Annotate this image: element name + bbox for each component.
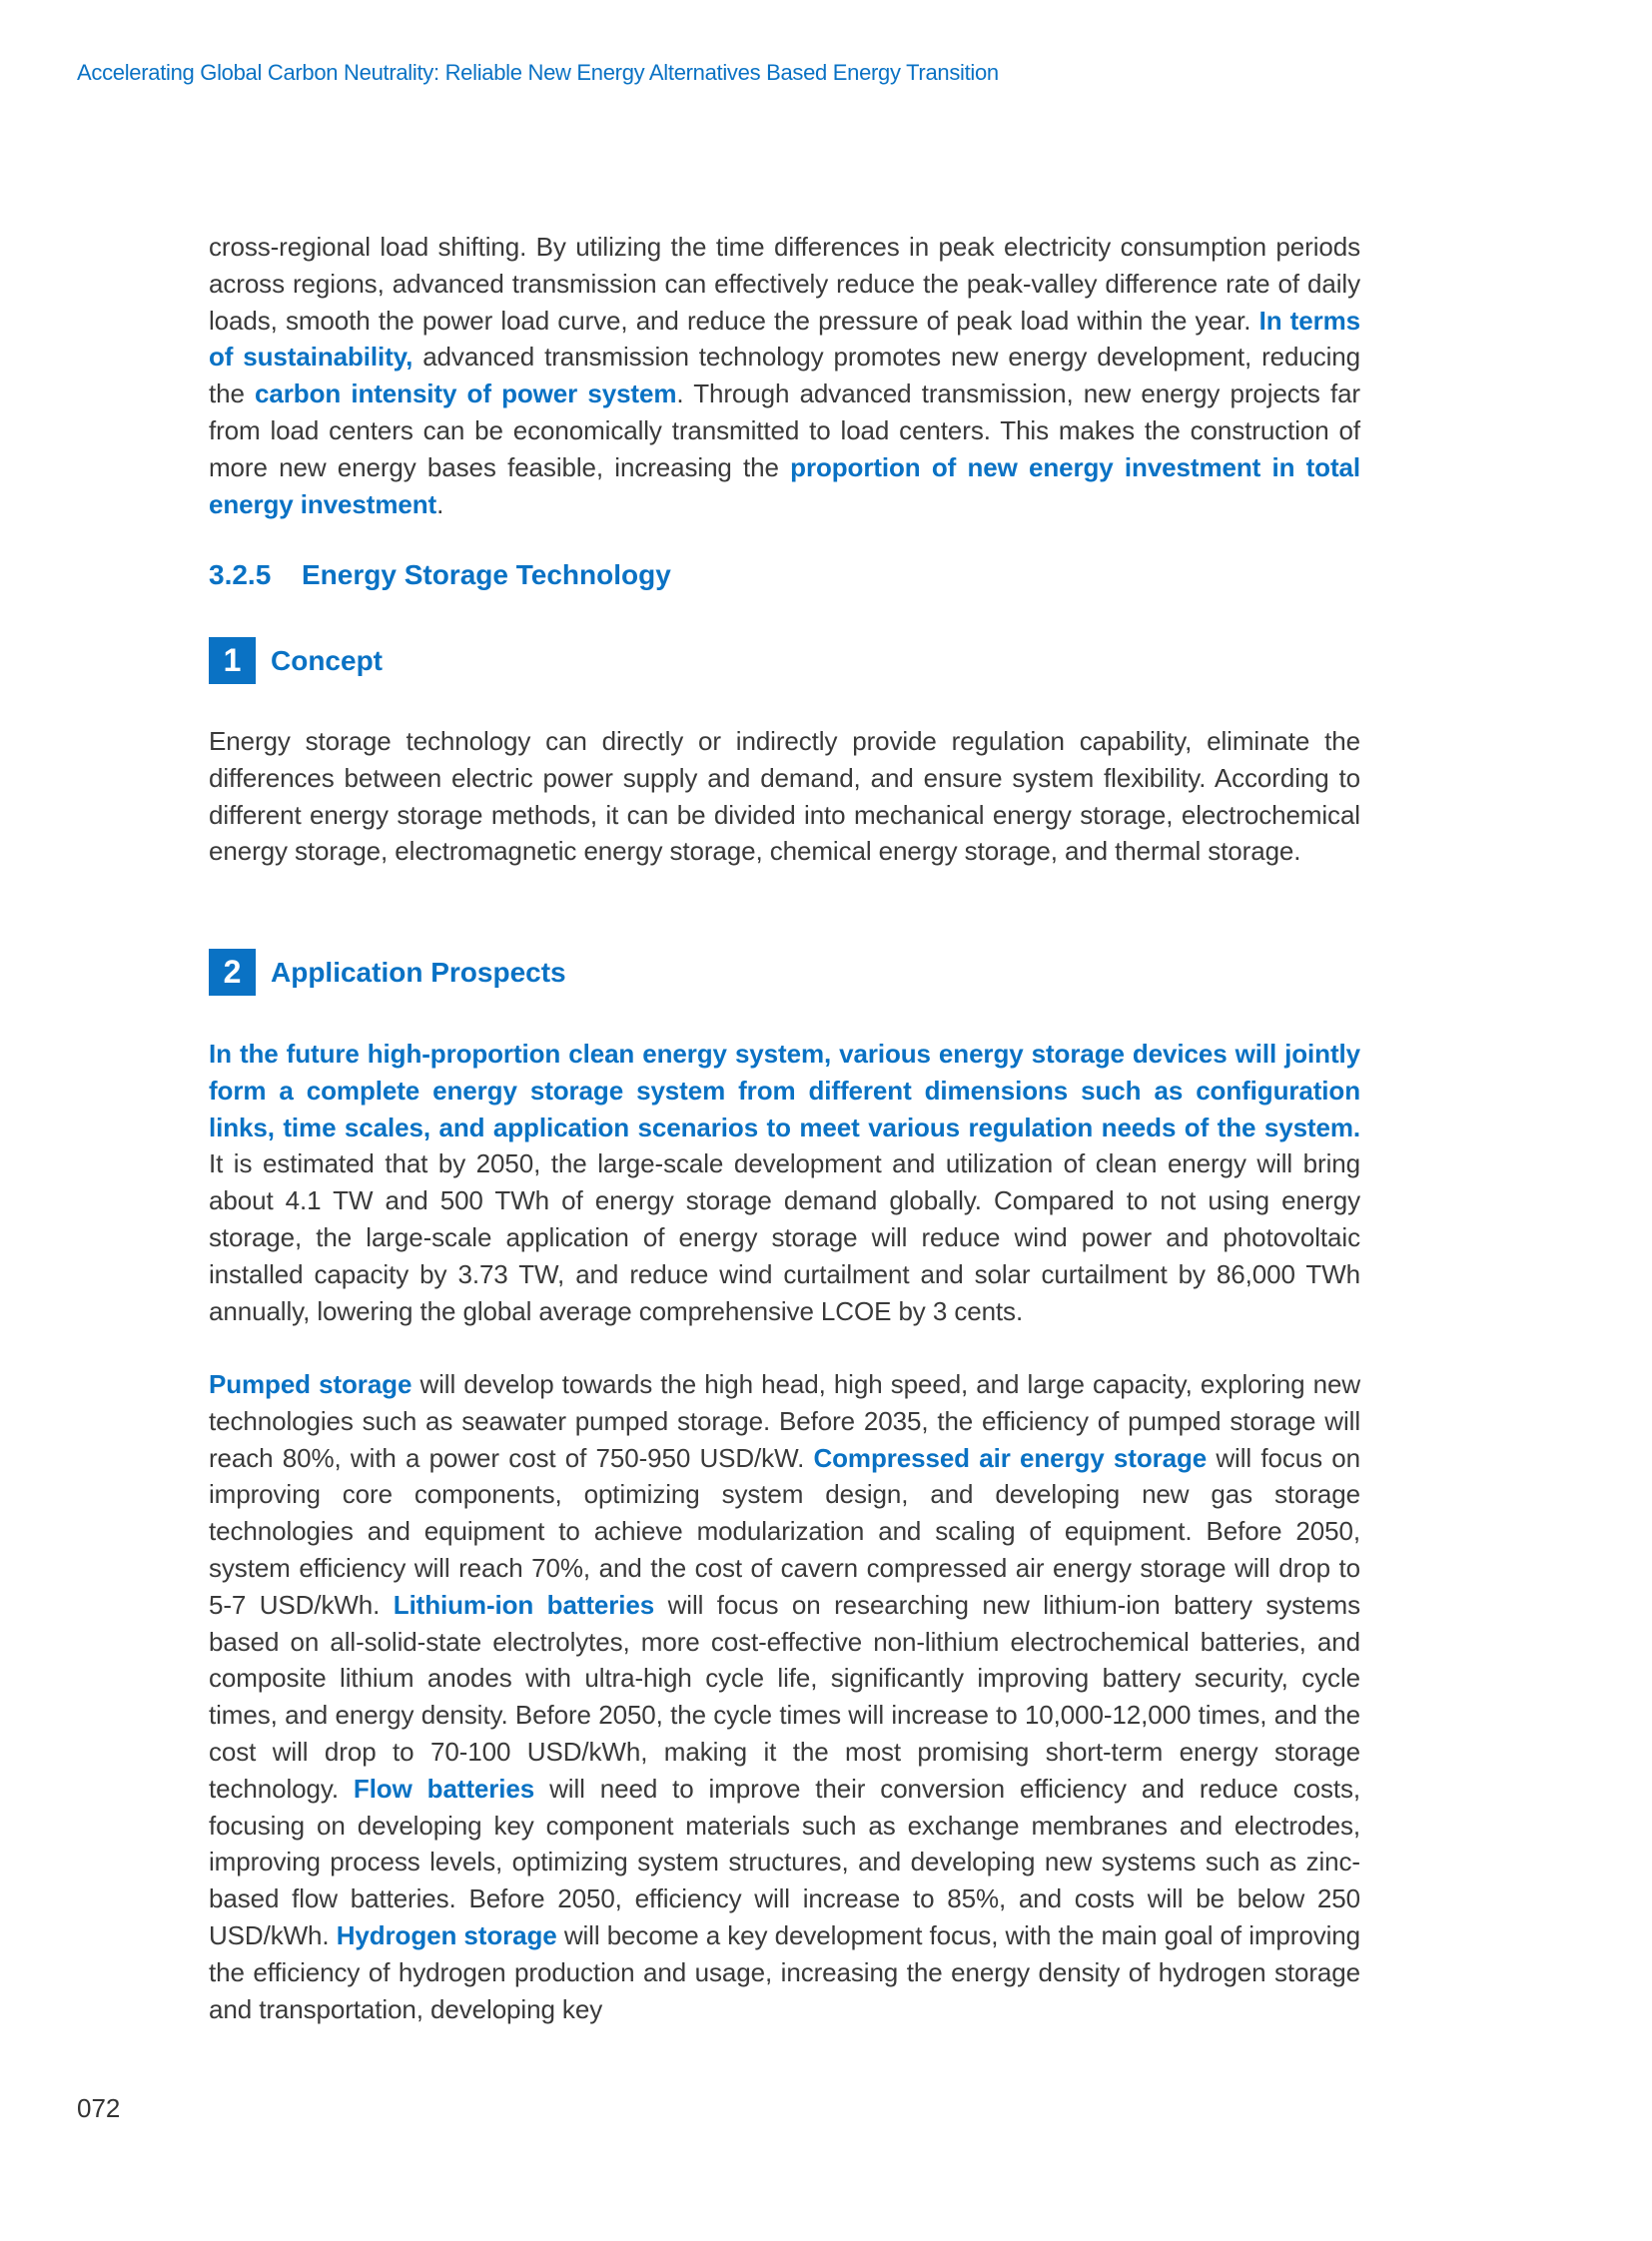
- section-heading: [209, 559, 671, 591]
- highlighted-term: Compressed air energy storage: [813, 1442, 1208, 1473]
- highlighted-term: In terms of sustainability,: [209, 305, 1360, 373]
- body-text: .: [436, 488, 444, 519]
- body-text: will need to improve their conversion efficiency and reduce costs, focusing on developing key component materials such as exchange membranes and electrodes, improving process levels, optimizing system structures, and developing new systems such as zinc-based flow batteries. Before 2050, efficiency will increase to 85%, and costs will be below 250 USD/kWh.: [209, 1773, 1361, 1950]
- body-text: will develop towards the high head, high speed, and large capacity, exploring new technologies such as seawater pumped storage. Before 2035, the efficiency of pumped storage will reach 80%, with a power cost of 750-950 USD/kW.: [209, 1369, 1361, 1473]
- highlighted-term: Hydrogen storage: [336, 1919, 557, 1950]
- paragraph-application-outlook: [209, 1036, 1360, 1329]
- highlighted-term: carbon intensity of power system: [255, 378, 677, 409]
- subsection-heading-concept: [209, 637, 383, 684]
- running-header: Accelerating Global Carbon Neutrality: Reliable New Energy Alternatives Based Energy Transition: [77, 60, 999, 85]
- highlighted-term: Pumped storage: [209, 1369, 413, 1399]
- body-text: . Through advanced transmission, new energy projects far from load centers can be economically transmitted to load centers. This makes the construction of more new energy bases feasible, increasing the: [209, 378, 1360, 482]
- body-text: It is estimated that by 2050, the large-scale development and utilization of clean energy will bring about 4.1 TW and 500 TWh of energy storage demand globally. Compared to not using energy storage, the large-scale application of energy storage will reduce wind power and photovoltaic installed capacity by 3.73 TW, and reduce wind curtailment and solar curtailment by 86,000 TWh annually, lowering the global average comprehensive LCOE by 3 cents.: [209, 1148, 1360, 1326]
- section-number: 3.2.5: [209, 559, 272, 590]
- subsection-number-badge: 1: [209, 637, 256, 684]
- paragraph-concept: [209, 723, 1360, 870]
- page-number: 072: [77, 2093, 121, 2123]
- body-text: cross-regional load shifting. By utilizing the time differences in peak electricity consumption periods across regions, advanced transmission can effectively reduce the peak-valley difference rate of daily loads, smooth the power load curve, and reduce the pressure of peak load within the year.: [209, 232, 1360, 336]
- section-title: Energy Storage Technology: [302, 559, 671, 590]
- subsection-title: Concept: [271, 644, 383, 676]
- highlighted-term: In the future high-proportion clean energy system, various energy storage devices will jointly form a complete energy storage system from different dimensions such as configuration links, time scales, and application scenarios to meet various regulation needs of the system.: [209, 1039, 1360, 1142]
- body-text: Energy storage technology can directly or indirectly provide regulation capability, eliminate the differences between electric power supply and demand, and ensure system flexibility. According to different energy storage methods, it can be divided into mechanical energy storage, electrochemical energy storage, electromagnetic energy storage, chemical energy storage, and thermal storage.: [209, 726, 1360, 867]
- highlighted-term: Lithium-ion batteries: [393, 1589, 655, 1620]
- paragraph-storage-technologies: [209, 1366, 1360, 2027]
- body-text: advanced transmission technology promotes new energy development, reducing the: [209, 342, 1360, 409]
- body-text: will focus on improving core components, optimizing system design, and developing new gas storage technologies and equipment to achieve modularization and scaling of equipment. Before 2050, system efficiency will reach 70%, and the cost of cavern compressed air energy storage will drop to 5-7 USD/kWh.: [209, 1442, 1360, 1620]
- subsection-title: Application Prospects: [271, 956, 566, 988]
- subsection-heading-application: [209, 949, 566, 996]
- body-text: will focus on researching new lithium-ion battery systems based on all-solid-state electrolytes, more cost-effective non-lithium electrochemical batteries, and composite lithium anodes with ultra-high cycle life, significantly improving battery security, cycle times, and energy density. Before 2050, the cycle times will increase to 10,000-12,000 times, and the cost will drop to 70-100 USD/kWh, making it the most promising short-term energy storage technology.: [209, 1589, 1360, 1804]
- subsection-number-badge: 2: [209, 949, 256, 996]
- highlighted-term: Flow batteries: [353, 1773, 535, 1804]
- paragraph-transmission: [209, 229, 1360, 522]
- highlighted-term: proportion of new energy investment in total energy investment: [209, 451, 1360, 519]
- body-text: will become a key development focus, with the main goal of improving the efficiency of hydrogen production and usage, increasing the energy density of hydrogen storage and transportation, developing key: [209, 1919, 1361, 2024]
